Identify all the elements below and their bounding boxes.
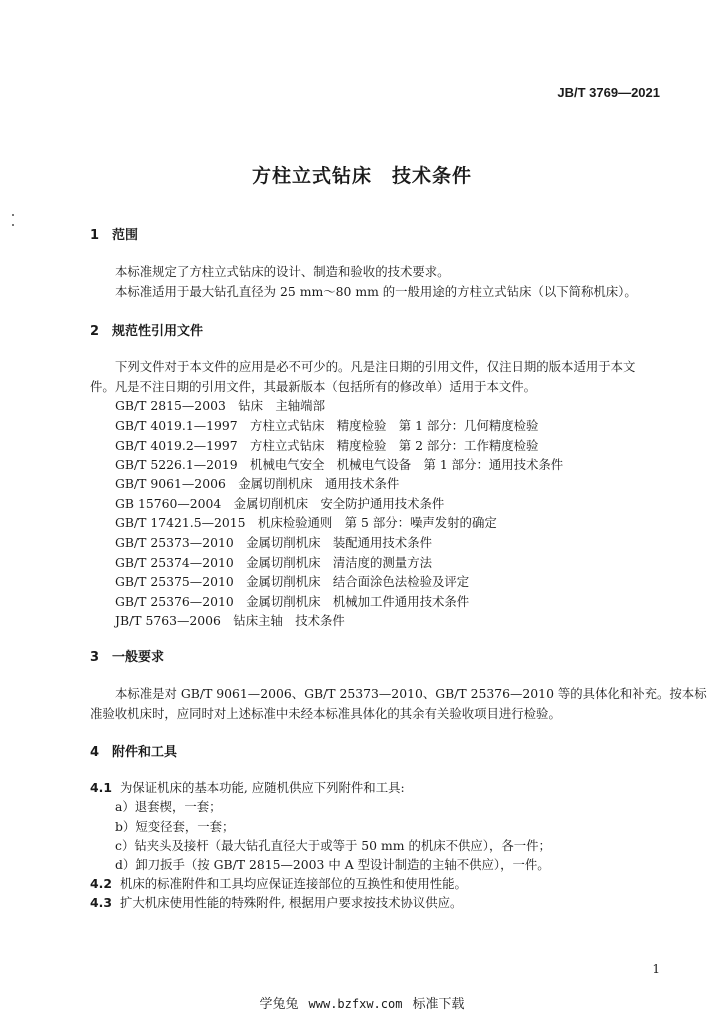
reference-item: GB/T 2815—2003 钻床 主轴端部 (115, 398, 325, 413)
reference-item: GB/T 17421.5—2015 机床检验通则 第 5 部分：噪声发射的确定 (115, 515, 497, 530)
footer-site-name: 学兔兔 (259, 997, 299, 1012)
footer-tagline: 标准下载 (412, 997, 465, 1012)
section-number: 3 (90, 650, 100, 665)
section-1-heading (90, 224, 138, 243)
footer-url: www.bzfxw.com (308, 997, 403, 1011)
reference-item: GB 15760—2004 金属切削机床 安全防护通用技术条件 (115, 496, 445, 511)
paragraph-line: 件。凡是不注日期的引用文件，其最新版本（包括所有的修改单）适用于本文件。 (90, 379, 537, 394)
document-title: 方柱立式钻床 技术条件 (251, 165, 472, 187)
clause-number: 4.3 (90, 895, 112, 910)
section-number: 1 (90, 228, 100, 243)
section-2-heading (90, 320, 203, 339)
section-number: 2 (90, 324, 100, 339)
list-item: b）短变径套，一套； (115, 819, 235, 834)
paragraph-line: 下列文件对于本文件的应用是必不可少的。凡是注日期的引用文件，仅注日期的版本适用于本文 (115, 359, 636, 374)
section-number: 4 (90, 745, 100, 760)
reference-item: GB/T 9061—2006 金属切削机床 通用技术条件 (115, 476, 400, 491)
paragraph-line: 准验收机床时，应同时对上述标准中未经本标准具体化的其余有关验收项目进行检验。 (90, 706, 561, 721)
paragraph-line: 本标准适用于最大钻孔直径为 25 mm～80 mm 的一般用途的方柱立式钻床（以下简称机床）。 (115, 284, 637, 299)
paragraph-line: 本标准是对 GB/T 9061—2006、GB/T 25373—2010、GB/T 25376—2010 等的具体化和补充。按本标 (115, 686, 707, 701)
section-4-heading (90, 741, 177, 760)
section-title: 规范性引用文件 (112, 324, 204, 339)
clause-text: 机床的标准附件和工具均应保证连接部位的互换性和使用性能。 (120, 876, 467, 891)
reference-item: GB/T 4019.1—1997 方柱立式钻床 精度检验 第 1 部分：几何精度检验 (115, 418, 539, 433)
clause-4-3 (90, 893, 462, 911)
reference-item: GB/T 25373—2010 金属切削机床 装配通用技术条件 (115, 535, 432, 550)
margin-mark (12, 214, 14, 216)
section-title: 范围 (112, 228, 139, 243)
clause-text: 为保证机床的基本功能, 应随机供应下列附件和工具: (120, 780, 405, 795)
list-item: d）卸刀扳手（按 GB/T 2815—2003 中 A 型设计制造的主轴不供应），一件。 (115, 857, 550, 872)
section-3-heading (90, 646, 164, 665)
reference-item: GB/T 25374—2010 金属切削机床 清洁度的测量方法 (115, 555, 432, 570)
footer-watermark (0, 993, 724, 1012)
clause-4-1 (90, 778, 405, 796)
reference-item: GB/T 25375—2010 金属切削机床 结合面涂色法检验及评定 (115, 574, 470, 589)
clause-text: 扩大机床使用性能的特殊附件, 根据用户要求按技术协议供应。 (120, 895, 463, 910)
reference-item: JB/T 5763—2006 钻床主轴 技术条件 (115, 613, 345, 628)
clause-number: 4.2 (90, 876, 112, 891)
clause-number: 4.1 (90, 780, 112, 795)
list-item: a）退套楔，一套； (115, 799, 222, 814)
reference-item: GB/T 4019.2—1997 方柱立式钻床 精度检验 第 2 部分：工作精度检验 (115, 438, 539, 453)
clause-4-2 (90, 874, 467, 892)
paragraph-line: 本标准规定了方柱立式钻床的设计、制造和验收的技术要求。 (115, 264, 450, 279)
page-number: 1 (652, 962, 660, 976)
section-title: 一般要求 (112, 650, 165, 665)
reference-item: GB/T 25376—2010 金属切削机床 机械加工件通用技术条件 (115, 594, 470, 609)
reference-item: GB/T 5226.1—2019 机械电气安全 机械电气设备 第 1 部分：通用技术条件 (115, 457, 564, 472)
margin-mark (12, 224, 14, 226)
list-item: c）钻夹头及接杆（最大钻孔直径大于或等于 50 mm 的机床不供应），各一件； (115, 838, 551, 853)
section-title: 附件和工具 (112, 745, 178, 760)
standard-code: JB/T 3769—2021 (557, 85, 660, 100)
